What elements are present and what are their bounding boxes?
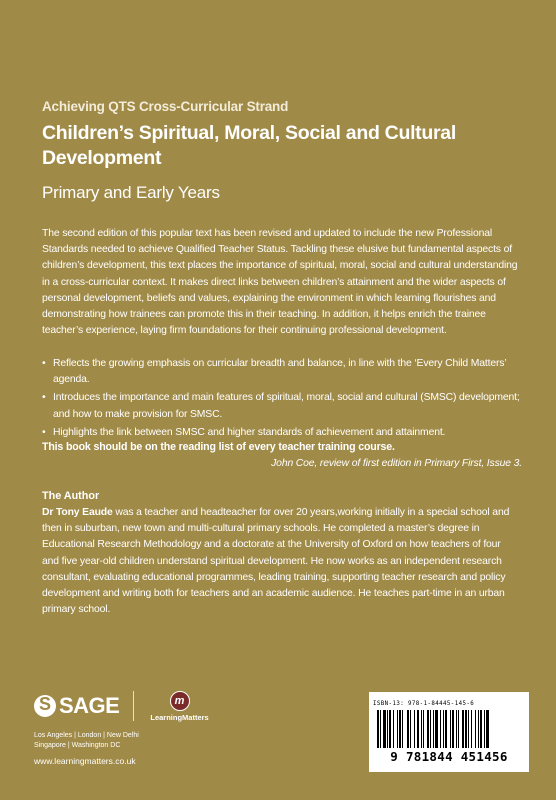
list-item: • Highlights the link between SMSC and higher standards of achievement and attainment. [42,425,522,441]
sage-circle-icon [34,695,56,717]
feature-list [42,356,522,443]
list-item: • Introduces the importance and main features of spiritual, moral, social and cultural (SMSC) development; and how to make provision for SMSC. [42,392,520,420]
bullet-icon: • [42,426,46,438]
author-heading: The Author [42,490,100,502]
description-paragraph: The second edition of this popular text has been revised and updated to include the new Professional Standards needed to achieve Qualified Teacher Status. Tackling these elusive but fundamental aspects of children’s development, this text places the importance of spiritual, moral, social and cultural understanding in a cross-curricular context. It makes direct links between children’s attainment and the wider aspects of personal development, beliefs and values, explaining the environment in which learning flourishes and demonstrating how trainees can promote this in their teaching. In addition, it helps enrich the trainee teacher’s experience, laying firm foundations for their continuing professional development. [42,228,518,337]
logo-divider [133,691,134,721]
bullet-icon: • [42,392,46,404]
book-title: Children’s Spiritual, Moral, Social and Cultural Development [42,122,456,169]
barcode-bars [375,710,523,748]
isbn-label: ISBN-13: 978-1-84445-145-6 [373,701,475,707]
publisher-logos [34,688,209,724]
author-bio: Dr Tony Eaude was a teacher and headteacher for over 20 years,working initially in a special school and then in suburban, new town and multi-cultural primary schools. He completed a master’s degree in Educational Research Methodology and a doctorate at the University of Oxford on how teachers of four and five year-old children understand spiritual development. He now works as an independent research consultant, evaluating educational programmes, leading training, supporting teacher research and policy development and writing both for teachers and an academic audience. He teaches part-time in an urban primary school. [42,507,510,616]
recommendation-text: This book should be on the reading list of every teacher training course. [42,441,395,453]
quote-attribution: John Coe, review of first edition in Primary First, Issue 3. [271,458,522,469]
ean-digits: 9 781844 451456 [390,749,508,764]
sage-logo: S SAGE [34,693,119,719]
list-item: • Reflects the growing emphasis on curricular breadth and balance, in line with the ‘Every Child Matters’ agenda. [42,358,507,386]
publisher-website: www.learningmatters.co.uk [34,756,136,766]
isbn-barcode [369,692,529,772]
learning-matters-logo: m LearningMatters [150,691,208,722]
bullet-icon: • [42,358,46,369]
learning-matters-icon: m [170,691,190,711]
publisher-locations: Los Angeles | London | New Delhi Singapore | Washington DC [34,732,139,749]
book-subtitle: Primary and Early Years [42,183,220,202]
series-title: Achieving QTS Cross-Curricular Strand [42,99,289,114]
author-name: Dr Tony Eaude [42,507,113,518]
